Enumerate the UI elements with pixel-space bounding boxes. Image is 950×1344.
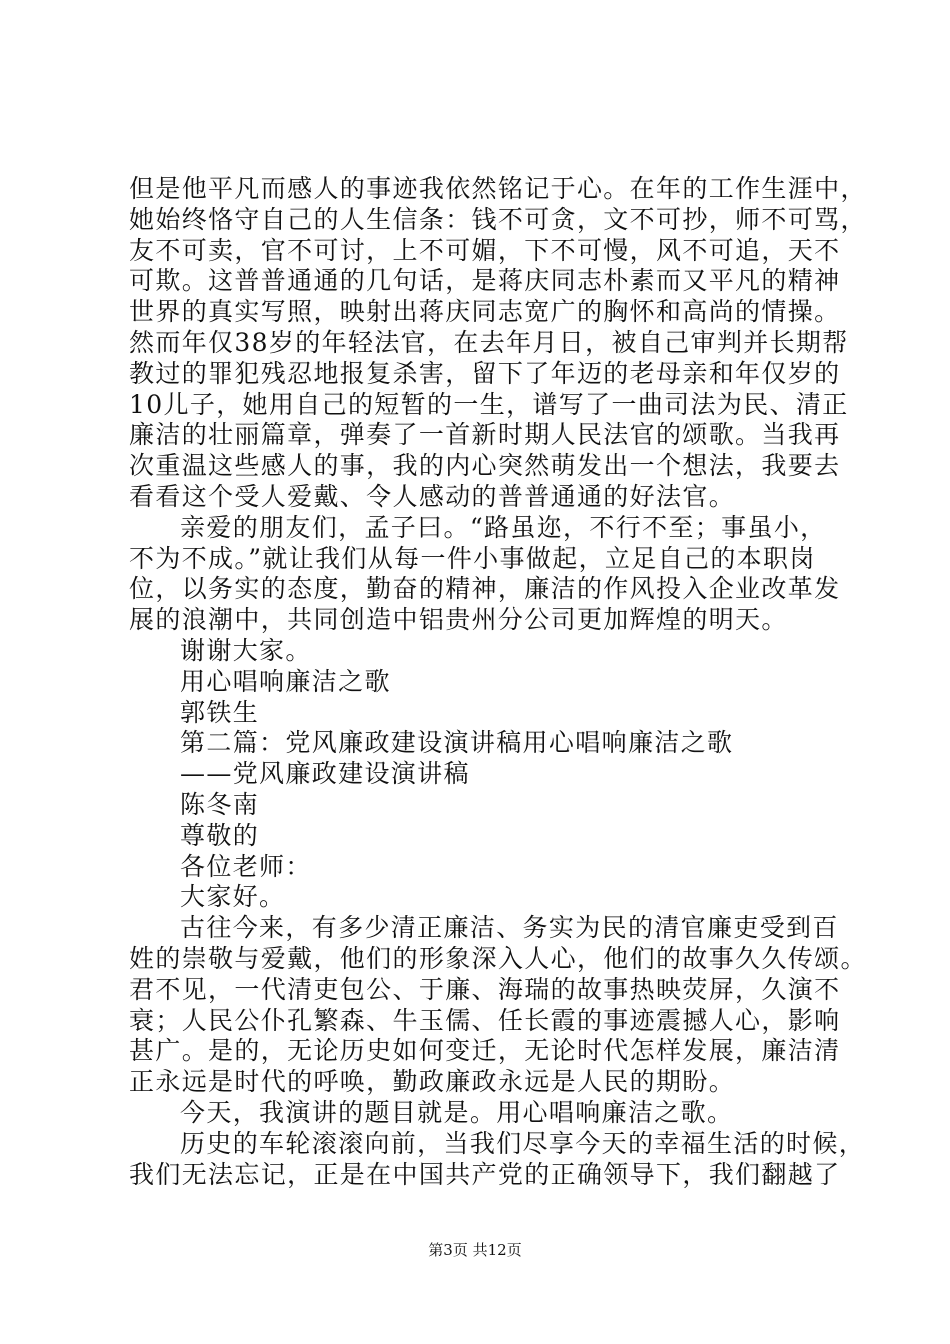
- paragraph: [129, 913, 867, 1098]
- text-line: 10儿子，她用自己的短暂的一生，谱写了一曲司法为民、清正: [129, 389, 849, 419]
- text-line: 看看这个受人爱戴、令人感动的普普通通的好法官。: [129, 481, 736, 511]
- paragraph: [129, 1128, 866, 1191]
- text-line: 大家好。: [180, 882, 286, 912]
- paragraph: [129, 790, 829, 821]
- text-line: 正永远是时代的呼唤，勤政廉政永远是人民的期盼。: [129, 1067, 736, 1097]
- text-line: 不为不成。”就让我们从每一件小事做起，立足自己的本职岗: [129, 543, 816, 573]
- paragraph: [129, 512, 841, 636]
- paragraph: [129, 667, 829, 698]
- text-line: 世界的真实写照，映射出蒋庆同志宽广的胸怀和高尚的情操。: [129, 297, 841, 327]
- text-line: 位，以务实的态度，勤奋的精神，廉洁的作风投入企业改革发: [129, 574, 841, 604]
- paragraph: [129, 698, 829, 729]
- paragraph: [129, 636, 829, 667]
- text-line: 展的浪潮中，共同创造中铝贵州分公司更加辉煌的明天。: [129, 605, 788, 635]
- document-body: [129, 174, 867, 1190]
- text-line: 尊敬的: [180, 820, 260, 850]
- text-line: 陈冬南: [180, 789, 260, 819]
- text-line: 可欺。这普普通通的几句话，是蒋庆同志朴素而又平凡的精神: [129, 266, 841, 296]
- text-line: 用心唱响廉洁之歌: [180, 666, 391, 696]
- text-line: 谢谢大家。: [180, 635, 312, 665]
- text-line: 历史的车轮滚滚向前，当我们尽享今天的幸福生活的时候，: [180, 1128, 866, 1158]
- paragraph: [129, 1098, 829, 1129]
- text-line: 友不可卖，官不可讨，上不可媚，下不可慢，风不可追，天不: [129, 235, 841, 265]
- paragraph: [129, 821, 829, 852]
- text-line: 郭铁生: [180, 697, 260, 727]
- text-line: 她始终恪守自己的人生信条：钱不可贪，文不可抄，师不可骂，: [129, 204, 867, 234]
- text-line: 甚广。是的，无论历史如何变迁，无论时代怎样发展，廉洁清: [129, 1036, 841, 1066]
- text-line: 姓的崇敬与爱戴，他们的形象深入人心，他们的故事久久传颂。: [129, 943, 867, 973]
- text-line: ——党风廉政建设演讲稿: [180, 759, 470, 789]
- text-line: 但是他平凡而感人的事迹我依然铭记于心。在年的工作生涯中，: [129, 174, 867, 203]
- text-line: 古往今来，有多少清正廉洁、务实为民的清官廉吏受到百: [180, 913, 839, 943]
- text-line: 教过的罪犯残忍地报复杀害，留下了年迈的老母亲和年仅岁的: [129, 358, 841, 388]
- paragraph: [129, 759, 829, 790]
- text-line: 衰；人民公仆孔繁森、牛玉儒、任长霞的事迹震撼人心，影响: [129, 1005, 841, 1035]
- text-line: 今天，我演讲的题目就是。用心唱响廉洁之歌。: [180, 1097, 734, 1127]
- page-footer: 第3页 共12页: [428, 1241, 522, 1259]
- text-line: 亲爱的朋友们，孟子曰。“路虽迩，不行不至；事虽小，: [180, 512, 827, 542]
- text-line: 次重温这些感人的事，我的内心突然萌发出一个想法，我要去: [129, 451, 841, 481]
- paragraph: [129, 174, 867, 513]
- text-line: 然而年仅38岁的年轻法官，在去年月日，被自己审判并长期帮: [129, 327, 849, 357]
- text-line: 我们无法忘记，正是在中国共产党的正确领导下，我们翻越了: [129, 1159, 841, 1189]
- paragraph: [129, 852, 829, 883]
- paragraph: [129, 728, 829, 759]
- text-line: 第二篇：党风廉政建设演讲稿用心唱响廉洁之歌: [180, 728, 734, 758]
- text-line: 君不见，一代清吏包公、于廉、海瑞的故事热映荧屏，久演不: [129, 974, 841, 1004]
- paragraph: [129, 882, 829, 913]
- text-line: 各位老师：: [180, 851, 312, 881]
- text-line: 廉洁的壮丽篇章，弹奏了一首新时期人民法官的颂歌。当我再: [129, 420, 841, 450]
